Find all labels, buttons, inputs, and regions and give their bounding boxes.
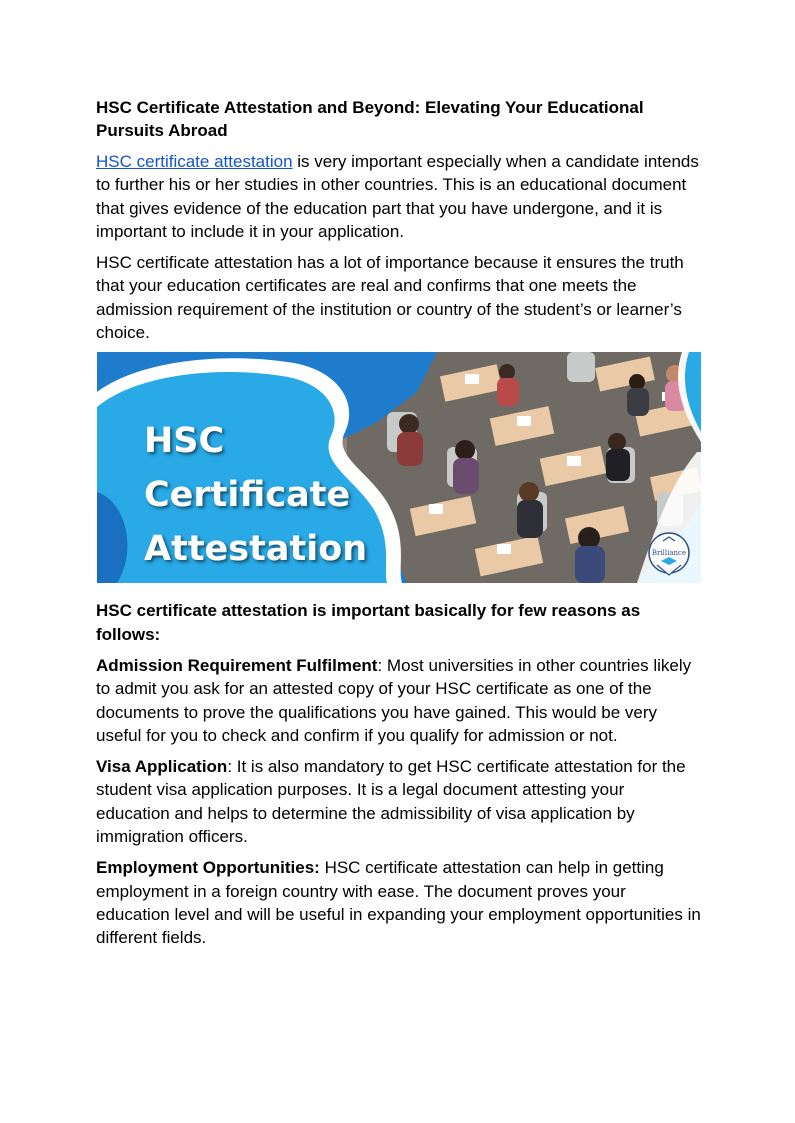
banner-title-line-1: HSC — [144, 421, 225, 462]
logo-text: Brilliance — [651, 549, 687, 558]
reasons-heading: HSC certificate attestation is important basically for few reasons as follows: — [96, 601, 641, 644]
reason-item-employment — [96, 856, 702, 949]
document-page — [96, 96, 702, 958]
banner-title — [144, 414, 367, 576]
intro-text: is very important especially when a candidate intends to further his or her studies in other countries. This is an educational document that gives evidence of the education part that you have undergone, and it is important to include it in your application. — [96, 152, 699, 241]
banner-title-line-3: Attestation — [144, 529, 368, 570]
reason-text: : It is also mandatory to get HSC certificate attestation for the student visa application purposes. It is a legal document attesting your education and helps to determine the admissibility of visa application by immigration officers. — [96, 757, 686, 847]
reason-text: : Most universities in other countries likely to admit you ask for an attested copy of your HSC certificate as one of the documents to prove the qualifications you have gained. This would be very useful for you to check and confirm if you qualify for admission or not. — [96, 655, 692, 745]
importance-paragraph: HSC certificate attestation has a lot of importance because it ensures the truth that your education certificates are real and confirms that one meets the admission requirement of the institution or country of the student’s or learner’s choice. — [96, 253, 684, 343]
intro-paragraph — [96, 150, 702, 243]
hsc-attestation-link[interactable]: HSC certificate attestation — [96, 152, 293, 171]
banner-title-line-2: Certificate — [144, 475, 351, 516]
reason-label: Employment Opportunities: — [96, 858, 320, 878]
brilliance-logo — [643, 531, 695, 577]
reason-label: Visa Application — [96, 757, 228, 777]
hsc-banner-image — [97, 352, 701, 583]
reason-label: Admission Requirement Fulfilment — [96, 655, 378, 675]
reason-item-visa — [96, 755, 702, 848]
reason-text: HSC certificate attestation can help in getting employment in a foreign country with ease. The document proves your education level and will be useful in expanding your employment opportunities in different fields. — [96, 858, 701, 948]
reason-item-admission — [96, 654, 702, 747]
article-title: HSC Certificate Attestation and Beyond: Elevating Your Educational Pursuits Abroad — [96, 98, 644, 140]
